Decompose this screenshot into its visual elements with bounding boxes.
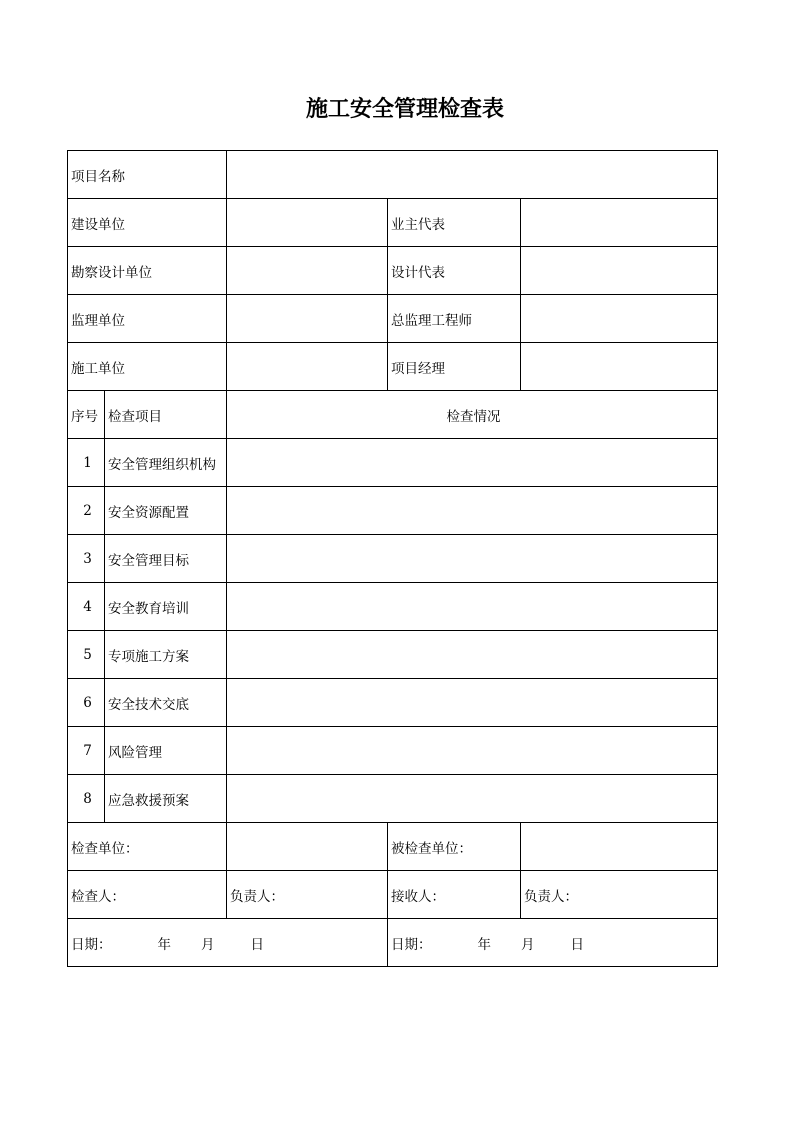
item-situation-field[interactable] [227, 775, 718, 823]
item-name: 安全管理组织机构 [105, 439, 227, 487]
item-number: 3 [68, 535, 105, 583]
table-row [68, 439, 718, 487]
item-name: 安全管理目标 [105, 535, 227, 583]
item-header: 检查项目 [105, 391, 227, 439]
item-number: 5 [68, 631, 105, 679]
signature-row [68, 871, 718, 919]
chief-engineer-label: 总监理工程师 [388, 295, 521, 343]
inspect-date-field[interactable] [68, 919, 388, 967]
inspector-label[interactable]: 检查人： [68, 871, 227, 919]
design-unit-label: 勘察设计单位 [68, 247, 227, 295]
item-situation-field[interactable] [227, 487, 718, 535]
year-label: 年 [477, 936, 491, 953]
item-situation-field[interactable] [227, 583, 718, 631]
item-number: 7 [68, 727, 105, 775]
table-row [68, 775, 718, 823]
date-label: 日期： [391, 936, 432, 953]
inspected-unit-label: 被检查单位： [388, 823, 521, 871]
supervision-unit-row [68, 295, 718, 343]
chief-engineer-field[interactable] [521, 295, 718, 343]
item-name: 安全教育培训 [105, 583, 227, 631]
construction-unit-field[interactable] [227, 199, 388, 247]
item-situation-field[interactable] [227, 535, 718, 583]
receive-date-field[interactable] [388, 919, 718, 967]
item-name: 专项施工方案 [105, 631, 227, 679]
design-rep-label: 设计代表 [388, 247, 521, 295]
construction-unit-row [68, 199, 718, 247]
supervision-unit-field[interactable] [227, 295, 388, 343]
date-label: 日期： [71, 936, 112, 953]
table-row [68, 631, 718, 679]
item-name: 安全技术交底 [105, 679, 227, 727]
construction-unit-label: 建设单位 [68, 199, 227, 247]
table-row [68, 727, 718, 775]
month-label: 月 [521, 936, 535, 953]
owner-rep-field[interactable] [521, 199, 718, 247]
project-manager-field[interactable] [521, 343, 718, 391]
item-number: 1 [68, 439, 105, 487]
contractor-field[interactable] [227, 343, 388, 391]
responsible-label-1[interactable]: 负责人： [227, 871, 388, 919]
item-number: 2 [68, 487, 105, 535]
day-label: 日 [570, 936, 584, 953]
supervision-unit-label: 监理单位 [68, 295, 227, 343]
design-unit-row [68, 247, 718, 295]
item-situation-field[interactable] [227, 727, 718, 775]
day-label: 日 [250, 936, 264, 953]
item-number: 8 [68, 775, 105, 823]
item-name: 安全资源配置 [105, 487, 227, 535]
table-row [68, 679, 718, 727]
design-unit-field[interactable] [227, 247, 388, 295]
responsible-label-2[interactable]: 负责人： [521, 871, 718, 919]
receiver-label[interactable]: 接收人： [388, 871, 521, 919]
situation-header: 检查情况 [227, 391, 718, 439]
project-manager-label: 项目经理 [388, 343, 521, 391]
contractor-label: 施工单位 [68, 343, 227, 391]
item-name: 风险管理 [105, 727, 227, 775]
inspect-unit-row [68, 823, 718, 871]
date-row [68, 919, 718, 967]
table-row [68, 487, 718, 535]
item-number: 6 [68, 679, 105, 727]
project-name-label: 项目名称 [68, 151, 227, 199]
project-name-field[interactable] [227, 151, 718, 199]
table-row [68, 535, 718, 583]
item-situation-field[interactable] [227, 439, 718, 487]
column-header-row [68, 391, 718, 439]
page-title: 施工安全管理检查表 [305, 97, 504, 122]
item-name: 应急救援预案 [105, 775, 227, 823]
item-situation-field[interactable] [227, 631, 718, 679]
seq-header: 序号 [68, 391, 105, 439]
owner-rep-label: 业主代表 [388, 199, 521, 247]
inspection-form-table [67, 150, 718, 967]
item-situation-field[interactable] [227, 679, 718, 727]
inspected-unit-field[interactable] [521, 823, 718, 871]
design-rep-field[interactable] [521, 247, 718, 295]
inspect-unit-label: 检查单位： [68, 823, 227, 871]
item-number: 4 [68, 583, 105, 631]
inspect-unit-field[interactable] [227, 823, 388, 871]
project-name-row [68, 151, 718, 199]
table-row [68, 583, 718, 631]
contractor-row [68, 343, 718, 391]
month-label: 月 [201, 936, 215, 953]
year-label: 年 [157, 936, 171, 953]
